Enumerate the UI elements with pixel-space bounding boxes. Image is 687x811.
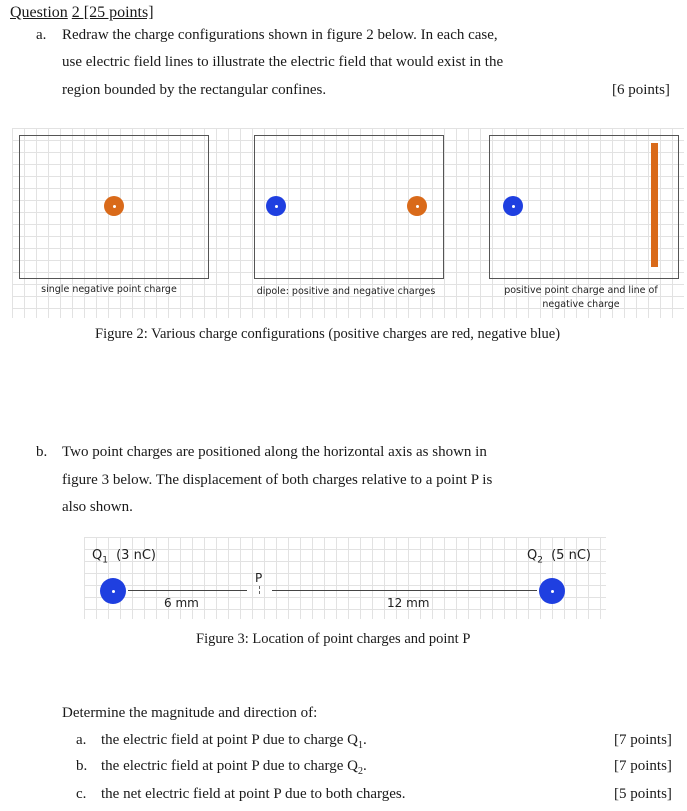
q1-letter: Q: [92, 548, 103, 563]
question-a-marker: a.: [76, 732, 87, 748]
question-b-marker: b.: [76, 758, 88, 774]
question-a-subscript: 1: [358, 740, 363, 751]
charge-q2: [539, 578, 565, 604]
question-c-marker: c.: [76, 786, 87, 802]
axis-left-segment: [128, 590, 247, 591]
panel-2-caption: dipole: positive and negative charges: [256, 286, 436, 297]
part-b-marker: b.: [36, 444, 48, 460]
q2-letter: Q: [527, 548, 538, 563]
question-b-text: [101, 758, 367, 777]
panel-1-caption: single negative point charge: [41, 284, 177, 295]
question-a-end: .: [363, 732, 367, 748]
q1-label: [92, 548, 156, 566]
line-charge: [651, 143, 658, 267]
q1-value: (3 nC): [116, 548, 156, 563]
axis-right-segment: [272, 590, 537, 591]
questions-intro: Determine the magnitude and direction of:: [62, 705, 318, 721]
dipole-negative-charge: [407, 196, 427, 216]
question-b-end: .: [363, 758, 367, 774]
panel-3-caption-line-2: negative charge: [542, 299, 620, 310]
figure-3-caption: Figure 3: Location of point charges and point P: [196, 631, 471, 647]
part-a-line-1: Redraw the charge configurations shown in figure 2 below. In each case,: [62, 27, 498, 43]
question-heading: [10, 4, 154, 22]
part-a-marker: a.: [36, 27, 47, 43]
part-a-line-3: region bounded by the rectangular confines.: [62, 82, 327, 98]
question-b-body: the electric field at point P due to charge Q: [101, 758, 358, 774]
part-b-line-1: Two point charges are positioned along the horizontal axis as shown in: [62, 444, 487, 460]
question-c-body: the net electric field at point P due to both charges.: [101, 786, 406, 802]
negative-point-charge: [104, 196, 124, 216]
point-p-marker: [259, 586, 261, 594]
part-b-line-3: also shown.: [62, 499, 133, 515]
question-a-points: [7 points]: [614, 732, 672, 748]
question-heading-word: Question: [10, 4, 68, 21]
point-charge: [503, 196, 523, 216]
charge-q1: [100, 578, 126, 604]
q1-subscript: 1: [102, 555, 108, 566]
question-a-text: [101, 732, 367, 751]
question-b-subscript: 2: [358, 766, 363, 777]
point-p-label: P: [255, 571, 263, 585]
distance-left-label: 6 mm: [164, 596, 199, 610]
distance-right-label: 12 mm: [387, 596, 430, 610]
part-a-line-2: use electric field lines to illustrate the electric field that would exist in the: [62, 54, 504, 70]
question-b-points: [7 points]: [614, 758, 672, 774]
question-heading-rest: 2 [25 points]: [71, 4, 154, 21]
question-c-points: [5 points]: [614, 786, 672, 802]
q2-label: [527, 548, 591, 566]
part-b-line-2: figure 3 below. The displacement of both charges relative to a point P is: [62, 472, 493, 488]
figure-2-caption: Figure 2: Various charge configurations (positive charges are red, negative blue): [95, 326, 561, 342]
part-a-points: [6 points]: [612, 82, 670, 98]
panel-3-caption-line-1: positive point charge and line of: [504, 285, 658, 296]
q2-value: (5 nC): [551, 548, 591, 563]
question-a-body: the electric field at point P due to charge Q: [101, 732, 358, 748]
q2-subscript: 2: [537, 555, 543, 566]
question-c-text: [101, 786, 406, 803]
dipole-positive-charge: [266, 196, 286, 216]
